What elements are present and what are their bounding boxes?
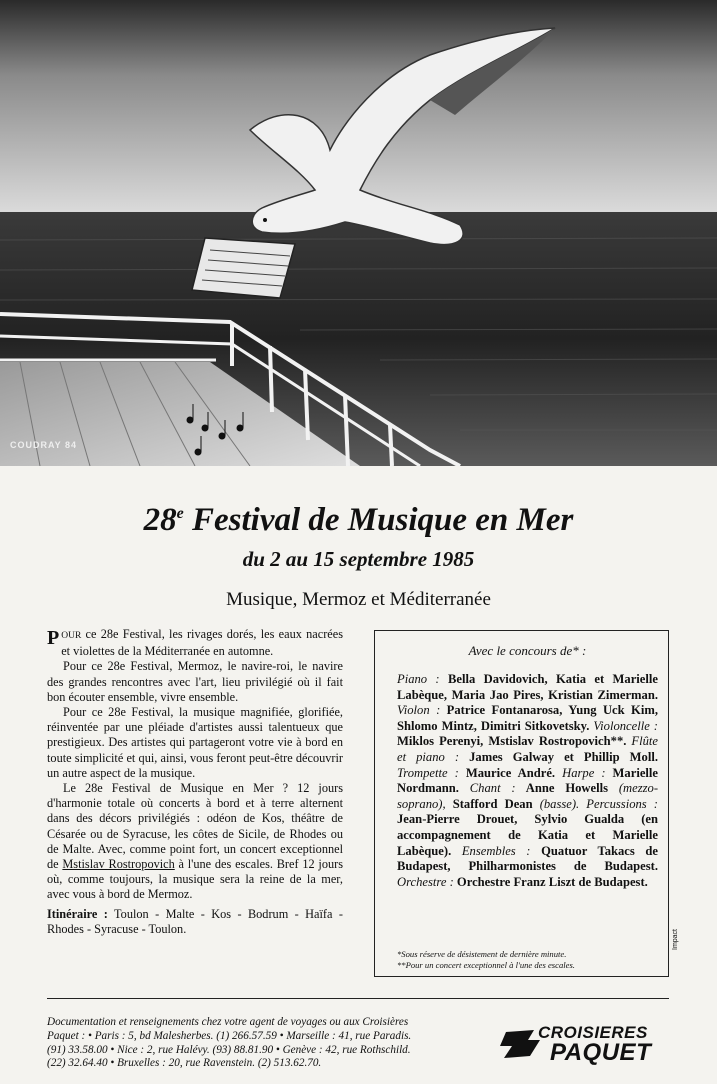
artist-names: James Galway et Phillip Moll. (459, 749, 658, 764)
artist-names: Marielle Nordmann. (397, 765, 658, 796)
description-column (47, 627, 343, 937)
artist-names: Quatuor Takacs de Budapest, Philharmonistes de Budapest. (397, 843, 658, 874)
artist-role: Harpe : (562, 765, 606, 780)
artist-names: Orchestre Franz Liszt de Budapest. (453, 874, 648, 889)
artists-box-title: Avec le concours de* : (468, 643, 587, 658)
artist-role: Orchestre : (397, 874, 454, 889)
artist-role: Flûte et piano : (397, 734, 658, 764)
paragraph-2: Pour ce 28e Festival, Mermoz, le navire-roi, le navire des grandes rencontres avec l'art, lieu privilégié où il fait bon écouter ensemble, vivre ensemble. (47, 659, 343, 704)
artist-role: Ensembles : (461, 843, 531, 858)
artist-names: Miklos Perenyi, Mstislav Rostropovich**. (397, 734, 632, 749)
artists-box (374, 630, 669, 977)
paragraph-1: POUR ce 28e Festival, les rivages dorés, les eaux nacrées et violettes de la Méditerranée en automne. (47, 627, 343, 659)
seagull-sea-illustration (0, 0, 717, 466)
artists-list (397, 672, 658, 890)
artist-names: Bella Davidovich, Katia et Marielle Labèque, Maria Jao Pires, Kristian Zimerman. (397, 672, 658, 702)
footnotes (397, 949, 660, 971)
artist-role: Trompette : (397, 765, 459, 780)
paragraph-3: Pour ce 28e Festival, la musique magnifiée, glorifiée, réinventée par une pléiade d'artistes aussi talentueux que prestigieux. Des artistes qui partageront votre vie à bord en toute simplicité et qui, ainsi, vous feront peut-être découvrir un autre aspect de la musique. (47, 705, 343, 780)
artist-role: Piano : (397, 672, 440, 686)
divider (47, 998, 669, 999)
artist-role: (basse). Percussions : (539, 796, 658, 811)
artist-names: Jean-Pierre Drouet, Sylvio Gualda (en accompagnement de Katia et Marielle Labèque). (397, 812, 658, 858)
rostropovich-mention: Mstislav Rostropovich (62, 857, 175, 872)
footnote-2: **Pour un concert exceptionnel à l'une des escales. (397, 960, 575, 970)
croisieres-paquet-logo: CROISIERES PAQUET (500, 1022, 680, 1066)
sheet-music (192, 238, 295, 298)
artist-names: Anne Howells (515, 781, 619, 796)
festival-subtitle: Musique, Mermoz et Méditerranée (226, 589, 491, 610)
artist-names: Maurice André. (458, 765, 563, 780)
festival-dates: du 2 au 15 septembre 1985 (242, 547, 475, 571)
printer-mark: Impact (672, 928, 679, 950)
artist-signature: COUDRAY 84 (10, 440, 78, 450)
artist-role: Violon : (397, 703, 441, 718)
artist-role: (mezzo-soprano), (397, 781, 659, 811)
artist-role: Violoncelle : (593, 718, 658, 733)
festival-title: 28e Festival de Musique en Mer (143, 502, 574, 538)
artist-role: Chant : (469, 781, 516, 796)
itinerary: Itinéraire : Toulon - Malte - Kos - Bodrum - Haïfa - Rhodes - Syracuse - Toulon. (47, 906, 343, 936)
contact-info: Documentation et renseignements chez votre agent de voyages ou aux Croisières Paquet : • Paris : 5, bd Malesherbes. (1) 266.57.59 • Marseille : 41, rue Paradis. (91) 33.58.00 • Nice : 2, rue Halévy. (93) 88.81.90 • Genève : 42, rue Rothschild. (22) 32.64.40 • Bruxelles : 20, rue Ravenstein. (2) 513.62.70. (47, 1016, 412, 1070)
paragraph-4: Le 28e Festival de Musique en Mer ? 12 jours d'harmonie totale où concerts à bord et à terre alternent dans des décors privilégiés : odéon de Kos, théâtre de Césarée ou de Syracuse, les côtes de Sicile, de Rhodes ou de Malte. Avec, comme point fort, un concert exceptionnel de Mstislav Rostropovich à l'une des escales. Bref 12 jours où, comme toujours, la musique sera la reine de la mer, avec vous à bord de Mermoz. (47, 781, 343, 902)
artist-names: Stafford Dean (445, 796, 540, 811)
artist-names: Patrice Fontanarosa, Yung Uck Kim, Shlomo Mintz, Dimitri Sitkovetsky. (397, 703, 658, 733)
footnote-1: *Sous réserve de désistement de dernière minute. (397, 949, 567, 959)
